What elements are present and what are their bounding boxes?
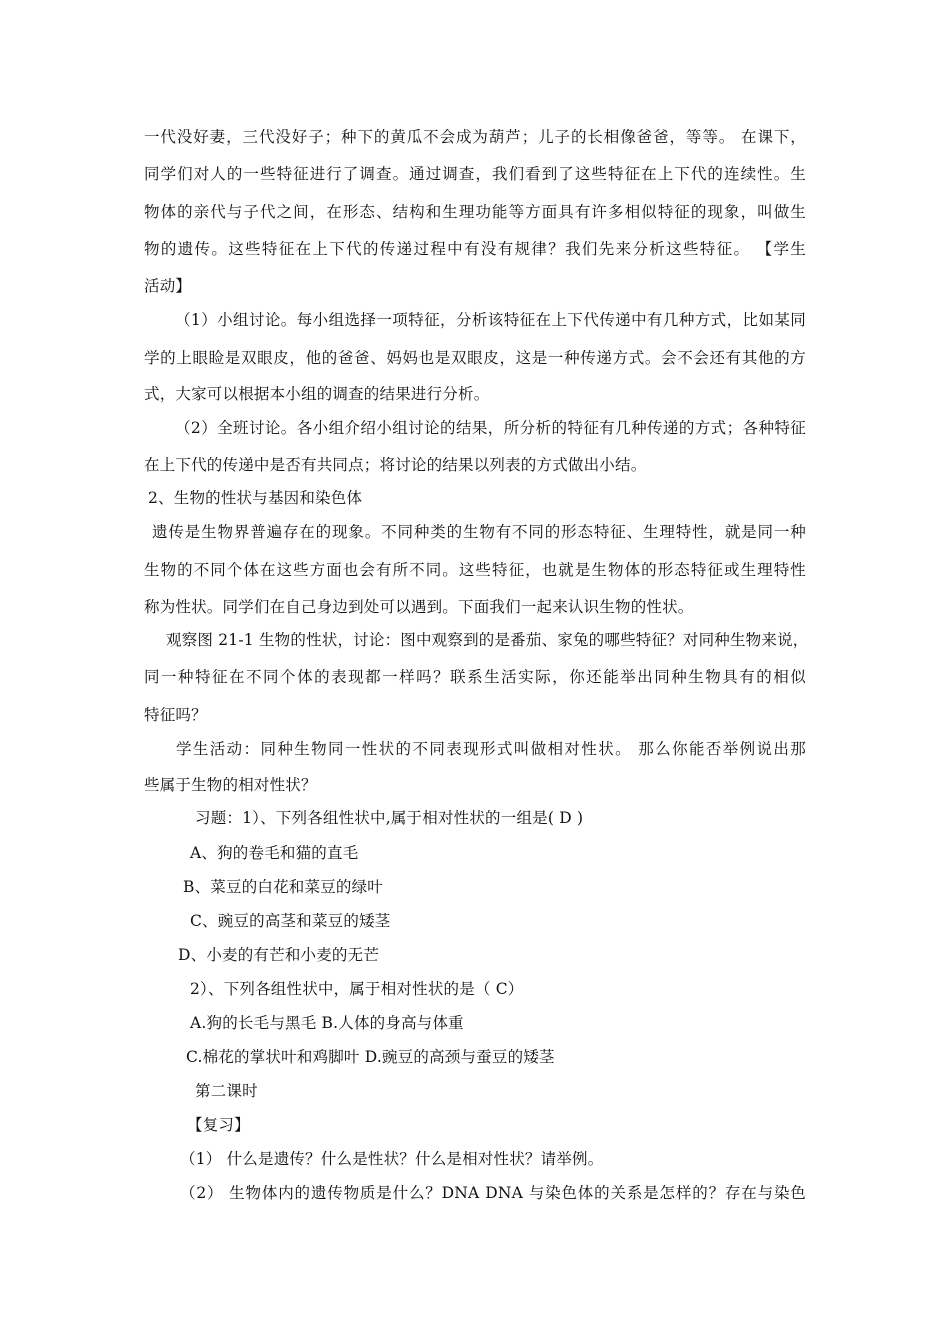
paragraph-line: 学的上眼睑是双眼皮，他的爸爸、妈妈也是双眼皮，这是一种传递方式。会不会还有其他的方 [144,349,806,367]
review-heading: 【复习】 [187,1116,250,1134]
exercise-option: D、小麦的有芒和小麦的无芒 [178,946,380,964]
paragraph-line: 称为性状。同学们在自己身边到处可以遇到。下面我们一起来认识生物的性状。 [144,598,694,616]
paragraph-line: 生物的不同个体在这些方面也会有所不同。这些特征，也就是生物体的形态特征或生理特性 [144,561,806,579]
paragraph-line: 物体的亲代与子代之间，在形态、结构和生理功能等方面具有许多相似特征的现象，叫做生 [144,203,806,221]
exercise-option: A、狗的卷毛和猫的直毛 [190,844,359,862]
paragraph-line: 活动】 [144,277,192,295]
exercise-option: C.棉花的掌状叶和鸡脚叶 D.豌豆的高颈与蚕豆的矮茎 [186,1048,555,1066]
paragraph-line: （2）全班讨论。各小组介绍小组讨论的结果，所分析的特征有几种传递的方式；各种特征 [175,419,806,437]
exercise-option: A.狗的长毛与黑毛 B.人体的身高与体重 [190,1014,464,1032]
paragraph-line: 观察图 21-1 生物的性状，讨论：图中观察到的是番茄、家兔的哪些特征？对同种生物来说， [166,631,809,649]
paragraph-line: 在上下代的传递中是否有共同点；将讨论的结果以列表的方式做出小结。 [144,456,647,474]
review-question: （1） 什么是遗传？什么是性状？什么是相对性状？请举例。 [180,1150,604,1168]
paragraph-line: 同学们对人的一些特征进行了调查。通过调查，我们看到了这些特征在上下代的连续性。生 [144,165,806,183]
paragraph-line: 物的遗传。这些特征在上下代的传递过程中有没有规律？我们先来分析这些特征。 【学生 [144,240,806,258]
review-question: （2） 生物体内的遗传物质是什么？DNA DNA 与染色体的关系是怎样的？存在与染色 [180,1184,806,1202]
paragraph-line: 学生活动：同种生物同一性状的不同表现形式叫做相对性状。 那么你能否举例说出那 [176,740,806,758]
exercise-question: 2）、下列各组性状中，属于相对性状的是（ C） [190,980,524,998]
paragraph-line: 一代没好妻，三代没好子；种下的黄瓜不会成为葫芦；儿子的长相像爸爸，等等。 在课下， [144,128,806,146]
paragraph-line: 同一种特征在不同个体的表现都一样吗？联系生活实际，你还能举出同种生物具有的相似 [144,668,806,686]
exercise-question: 习题：1）、下列各组性状中,属于相对性状的一组是( D ) [195,809,584,827]
section-heading: 2、生物的性状与基因和染色体 [148,489,363,507]
paragraph-line: 式，大家可以根据本小组的调查的结果进行分析。 [144,385,490,403]
paragraph-line: 遗传是生物界普遍存在的现象。不同种类的生物有不同的形态特征、生理特性，就是同一种 [152,523,806,541]
lesson-heading: 第二课时 [195,1082,258,1100]
paragraph-line: 特征吗？ [144,706,207,724]
exercise-option: B、菜豆的白花和菜豆的绿叶 [183,878,383,896]
exercise-option: C、豌豆的高茎和菜豆的矮茎 [190,912,391,930]
paragraph-line: （1）小组讨论。每小组选择一项特征，分析该特征在上下代传递中有几种方式，比如某同 [175,311,806,329]
paragraph-line: 些属于生物的相对性状？ [144,776,317,794]
